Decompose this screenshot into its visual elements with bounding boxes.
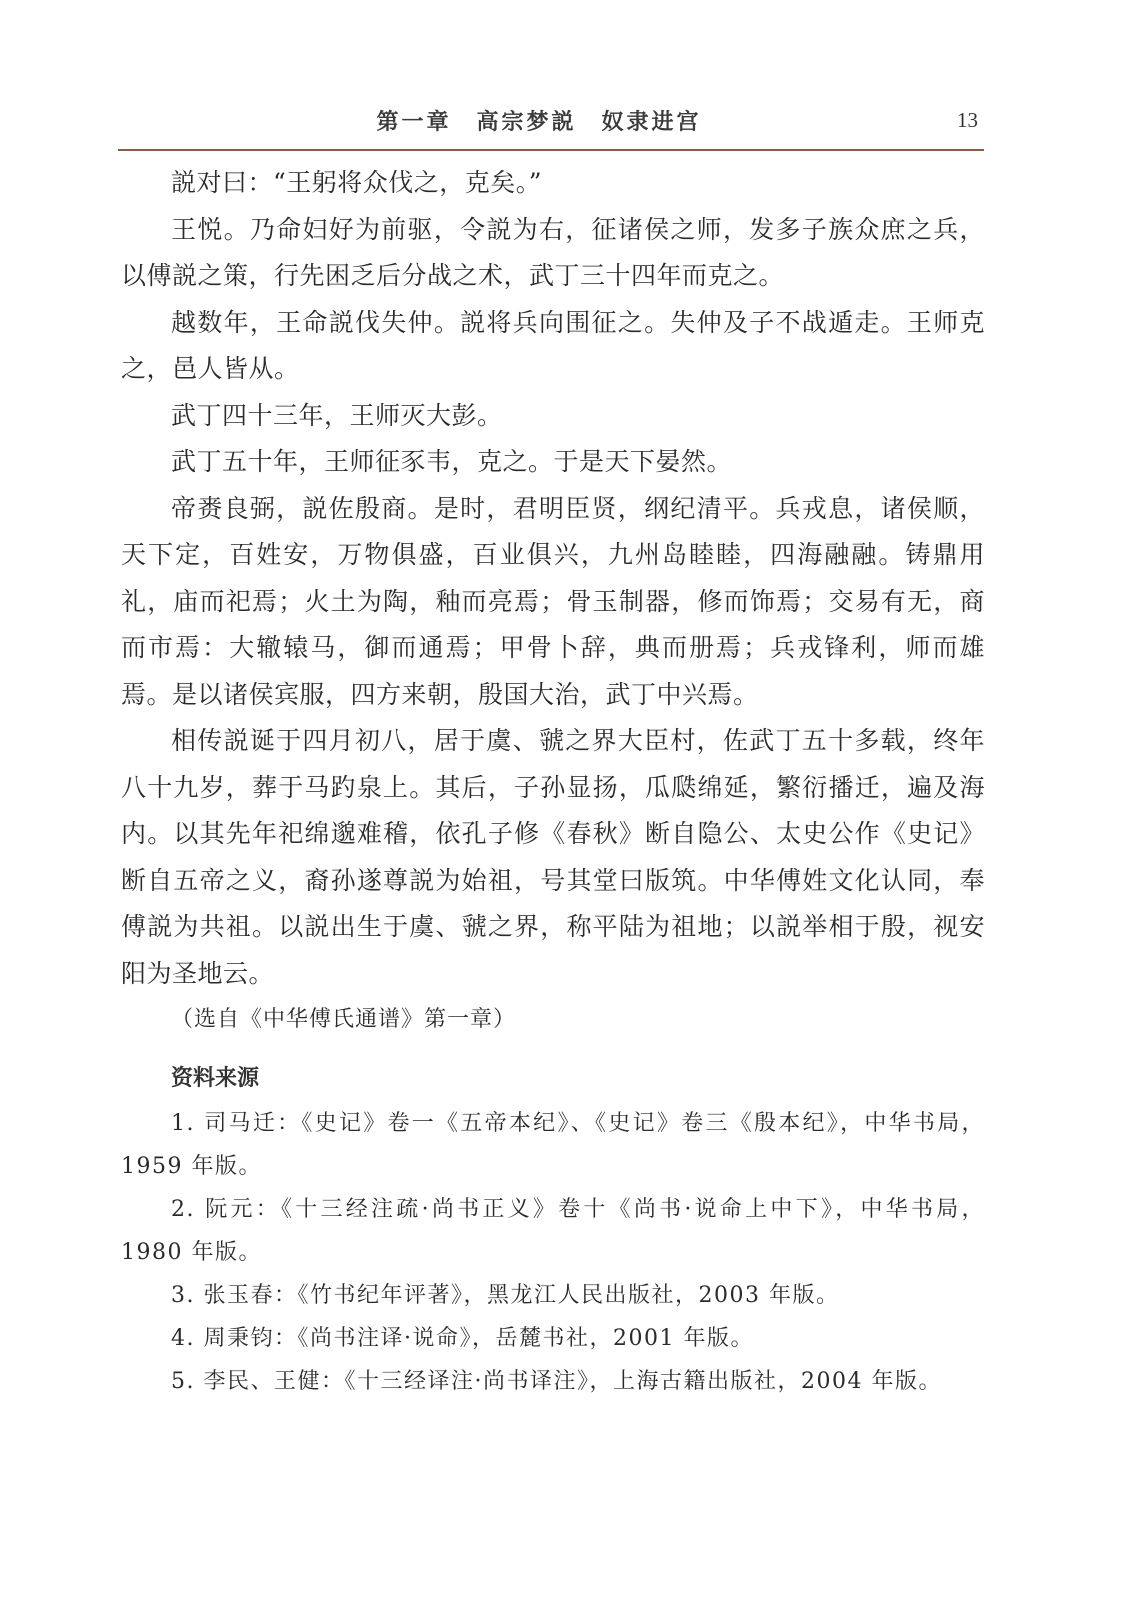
references-section bbox=[121, 1058, 985, 1403]
reference-item: 4. 周秉钧：《尚书注译·说命》，岳麓书社，2001 年版。 bbox=[171, 1326, 754, 1351]
reference-item: 1. 司马迁：《史记》卷一《五帝本纪》、《史记》卷三《殷本纪》，中华书局，1959 年版。 bbox=[121, 1111, 985, 1179]
body-text bbox=[121, 160, 985, 1044]
running-header bbox=[118, 103, 978, 147]
reference-item: 5. 李民、王健：《十三经译注·尚书译注》，上海古籍出版社，2004 年版。 bbox=[171, 1369, 942, 1394]
page-number: 13 bbox=[957, 108, 978, 132]
header-rule bbox=[118, 149, 984, 151]
paragraph: 越数年，王命説伐失仲。説将兵向围征之。失仲及子不战遁走。王师克之，邑人皆从。 bbox=[121, 307, 985, 383]
references-heading: 资料来源 bbox=[171, 1066, 260, 1091]
reference-item: 3. 张玉春：《竹书纪年评著》，黑龙江人民出版社，2003 年版。 bbox=[171, 1283, 840, 1308]
paragraph: 王悦。乃命妇好为前驱，令説为右，征诸侯之师，发多子族众庶之兵，以傅説之策，行先困乏后分战之术，武丁三十四年而克之。 bbox=[121, 214, 985, 290]
paragraph: 相传説诞于四月初八，居于虞、虢之界大臣村，佐武丁五十多载，终年八十九岁，葬于马趵泉上。其后，子孙显扬，瓜瓞绵延，繁衍播迁，遍及海内。以其先年祀绵邈难稽，依孔子修《春秋》断自隐公、太史公作《史记》断自五帝之义，裔孙遂尊説为始祖，号其堂曰版筑。中华傅姓文化认同，奉傅説为共祖。以説出生于虞、虢之界，称平陆为祖地；以説举相于殷，视安阳为圣地云。 bbox=[121, 726, 985, 988]
paragraph: 武丁五十年，王师征豕韦，克之。于是天下晏然。 bbox=[171, 447, 733, 476]
paragraph: 帝赉良弼，説佐殷商。是时，君明臣贤，纲纪清平。兵戎息，诸侯顺，天下定，百姓安，万物俱盛，百业俱兴，九州岛睦睦，四海融融。铸鼎用礼，庙而祀焉；火土为陶，釉而亮焉；骨玉制器，修而饰焉；交易有无，商而市焉：大辙辕马，御而通焉；甲骨卜辞，典而册焉；兵戎锋利，师而雄焉。是以诸侯宾服，四方来朝，殷国大治，武丁中兴焉。 bbox=[121, 493, 985, 709]
chapter-title: 第一章 高宗梦説 奴隶进宫 bbox=[376, 110, 702, 135]
paragraph: 説对曰：“王躬将众伐之，克矣。” bbox=[171, 168, 543, 197]
paragraph: 武丁四十三年，王师灭大彭。 bbox=[171, 400, 503, 430]
reference-item: 2. 阮元：《十三经注疏·尚书正义》卷十《尚书·说命上中下》，中华书局，1980 年版。 bbox=[121, 1197, 985, 1265]
source-note: （选自《中华傅氏通谱》第一章） bbox=[171, 1007, 517, 1032]
